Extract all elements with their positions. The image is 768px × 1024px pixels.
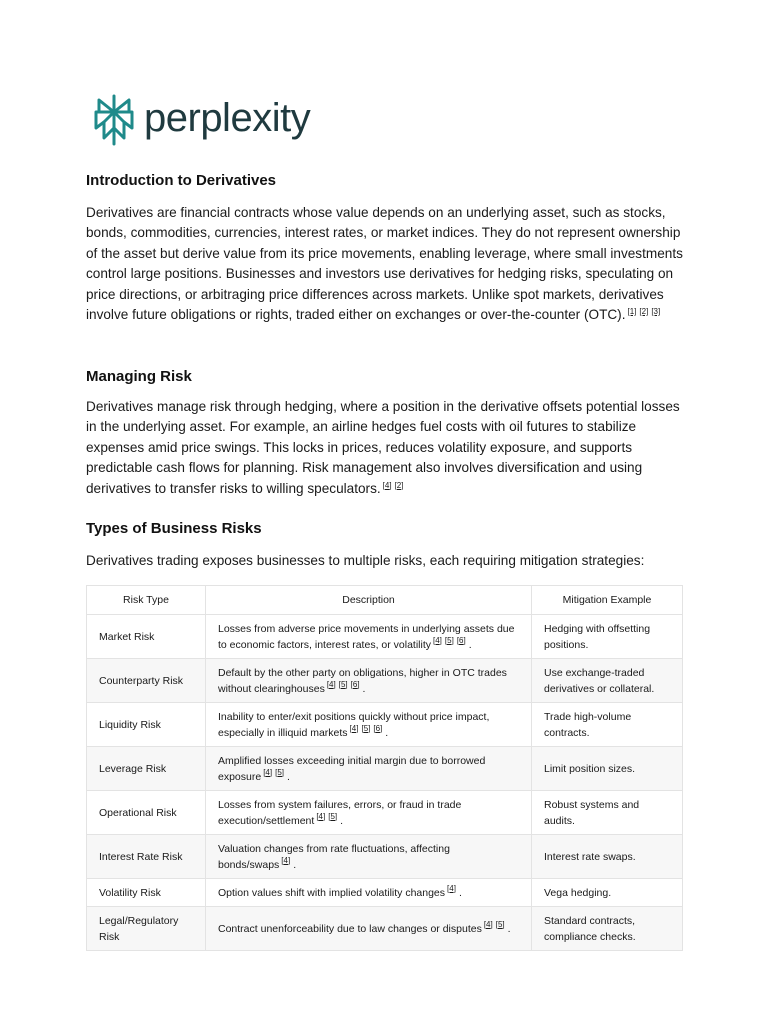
citation-link[interactable]: [4]: [281, 855, 291, 865]
description-text: Losses from system failures, errors, or fraud in trade execution/settlement: [218, 798, 462, 827]
description-cell: [206, 703, 532, 747]
table-row: [87, 659, 683, 703]
description-text: Option values shift with implied volatility changes: [218, 886, 446, 899]
risk-type-cell: Leverage Risk: [87, 747, 206, 791]
table-row: [87, 615, 683, 659]
citation-link[interactable]: [4]: [433, 635, 442, 645]
table-row: [87, 703, 683, 747]
sentence-period: .: [458, 886, 462, 899]
section-heading-managing-risk: Managing Risk: [86, 368, 192, 385]
mitigation-cell: Limit position sizes.: [532, 747, 683, 791]
citation-link[interactable]: [4]: [263, 767, 273, 777]
description-cell: [206, 879, 532, 907]
citation-link[interactable]: [4]: [483, 919, 493, 929]
description-citations: [447, 884, 459, 893]
mitigation-cell: Hedging with offsetting positions.: [532, 615, 683, 659]
citations-intro: [628, 307, 664, 316]
risk-type-cell: Liquidity Risk: [87, 703, 206, 747]
sentence-period: .: [362, 682, 366, 695]
citation-link[interactable]: [3]: [651, 307, 661, 317]
column-header-risk-type: Risk Type: [87, 586, 206, 615]
section-text-intro: Derivatives are financial contracts whose value depends on an underlying asset, such as stocks, bonds, commodities, currencies, interest rates, or market indices. They do not represent ownership of the asset but derive value from its price movements, enabling leverage, where small investments control large positions. Businesses and investors use derivatives for hedging risks, speculating on price directions, or arbitraging price differences across markets. Unlike spot markets, derivatives involve future obligations or rights, traded either on exchanges or over-the-counter (OTC).: [86, 205, 683, 323]
citation-link[interactable]: [4]: [326, 679, 336, 689]
description-citations: [281, 856, 293, 865]
column-header-mitigation: Mitigation Example: [532, 586, 683, 615]
citation-link[interactable]: [4]: [316, 811, 326, 821]
description-text: Losses from adverse price movements in underlying assets due to economic factors, interest rates, or volatility: [218, 622, 515, 651]
section-heading-intro: Introduction to Derivatives: [86, 172, 277, 189]
logo-wordmark: perplexity: [144, 96, 311, 140]
mitigation-cell: Trade high-volume contracts.: [532, 703, 683, 747]
description-citations: [484, 920, 508, 929]
citation-link[interactable]: [6]: [350, 679, 360, 689]
citation-link[interactable]: [4]: [447, 883, 456, 893]
description-text: Valuation changes from rate fluctuations, affecting bonds/swaps: [218, 842, 450, 871]
description-cell: [206, 615, 532, 659]
citation-link[interactable]: [5]: [275, 767, 285, 777]
mitigation-cell: Interest rate swaps.: [532, 835, 683, 879]
table-row: [87, 747, 683, 791]
section-body-managing-risk: [86, 397, 683, 499]
citation-link[interactable]: [6]: [456, 635, 466, 645]
citation-link[interactable]: [1]: [627, 307, 637, 317]
description-cell: [206, 791, 532, 835]
mitigation-cell: Robust systems and audits.: [532, 791, 683, 835]
citations-managing-risk: [383, 481, 407, 490]
description-text: Contract unenforceability due to law changes or disputes: [218, 922, 482, 935]
citation-link[interactable]: [4]: [382, 480, 392, 490]
sentence-period: .: [468, 638, 472, 651]
mitigation-cell: Vega hedging.: [532, 879, 683, 907]
description-citations: [263, 768, 287, 777]
risk-type-cell: Interest Rate Risk: [87, 835, 206, 879]
citation-link[interactable]: [5]: [444, 635, 454, 645]
citation-link[interactable]: [4]: [349, 723, 359, 733]
section-body-business-risks: Derivatives trading exposes businesses to multiple risks, each requiring mitigation strategies:: [86, 553, 645, 568]
section-text-managing-risk: Derivatives manage risk through hedging, where a position in the derivative offsets potential losses in the underlying asset. For example, an airline hedges fuel costs with oil futures to stabilize expenses amid price swings. This locks in prices, reduces volatility exposure, and supports predictable cash flows for planning. Risk management also involves diversification and using derivatives to transfer risks to willing speculators.: [86, 399, 680, 496]
description-citations: [327, 680, 363, 689]
description-text: Amplified losses exceeding initial margin due to borrowed exposure: [218, 754, 486, 783]
table-row: [87, 907, 683, 951]
risk-table: [86, 585, 683, 951]
perplexity-logo: [94, 94, 310, 146]
sentence-period: .: [340, 814, 344, 827]
citation-link[interactable]: [6]: [373, 723, 383, 733]
table-header-row: [87, 586, 683, 615]
citation-link[interactable]: [5]: [338, 679, 348, 689]
section-body-intro: [86, 203, 683, 325]
risk-table-body: [87, 615, 683, 951]
table-row: [87, 879, 683, 907]
description-citations: [350, 724, 386, 733]
citation-link[interactable]: [5]: [328, 811, 338, 821]
table-row: [87, 835, 683, 879]
table-row: [87, 791, 683, 835]
risk-type-cell: Operational Risk: [87, 791, 206, 835]
description-cell: [206, 659, 532, 703]
section-heading-business-risks: Types of Business Risks: [86, 520, 262, 537]
mitigation-cell: Use exchange-traded derivatives or collateral.: [532, 659, 683, 703]
citation-link[interactable]: [2]: [639, 307, 649, 317]
description-text: Default by the other party on obligations, higher in OTC trades without clearinghouses: [218, 666, 507, 695]
column-header-description: Description: [206, 586, 532, 615]
description-cell: [206, 835, 532, 879]
sentence-period: .: [293, 858, 297, 871]
risk-type-cell: Volatility Risk: [87, 879, 206, 907]
description-citations: [316, 812, 340, 821]
sentence-period: .: [287, 770, 290, 783]
description-cell: [206, 747, 532, 791]
citation-link[interactable]: [2]: [394, 480, 404, 490]
description-text: Inability to enter/exit positions quickly without price impact, especially in illiquid markets: [218, 710, 490, 739]
sentence-period: .: [385, 726, 389, 739]
risk-type-cell: Legal/Regulatory Risk: [87, 907, 206, 951]
description-cell: [206, 907, 532, 951]
sentence-period: .: [507, 922, 511, 935]
risk-type-cell: Counterparty Risk: [87, 659, 206, 703]
citation-link[interactable]: [5]: [361, 723, 371, 733]
mitigation-cell: Standard contracts, compliance checks.: [532, 907, 683, 951]
perplexity-logo-icon: [94, 94, 134, 146]
citation-link[interactable]: [5]: [495, 919, 505, 929]
description-citations: [433, 636, 469, 645]
risk-type-cell: Market Risk: [87, 615, 206, 659]
